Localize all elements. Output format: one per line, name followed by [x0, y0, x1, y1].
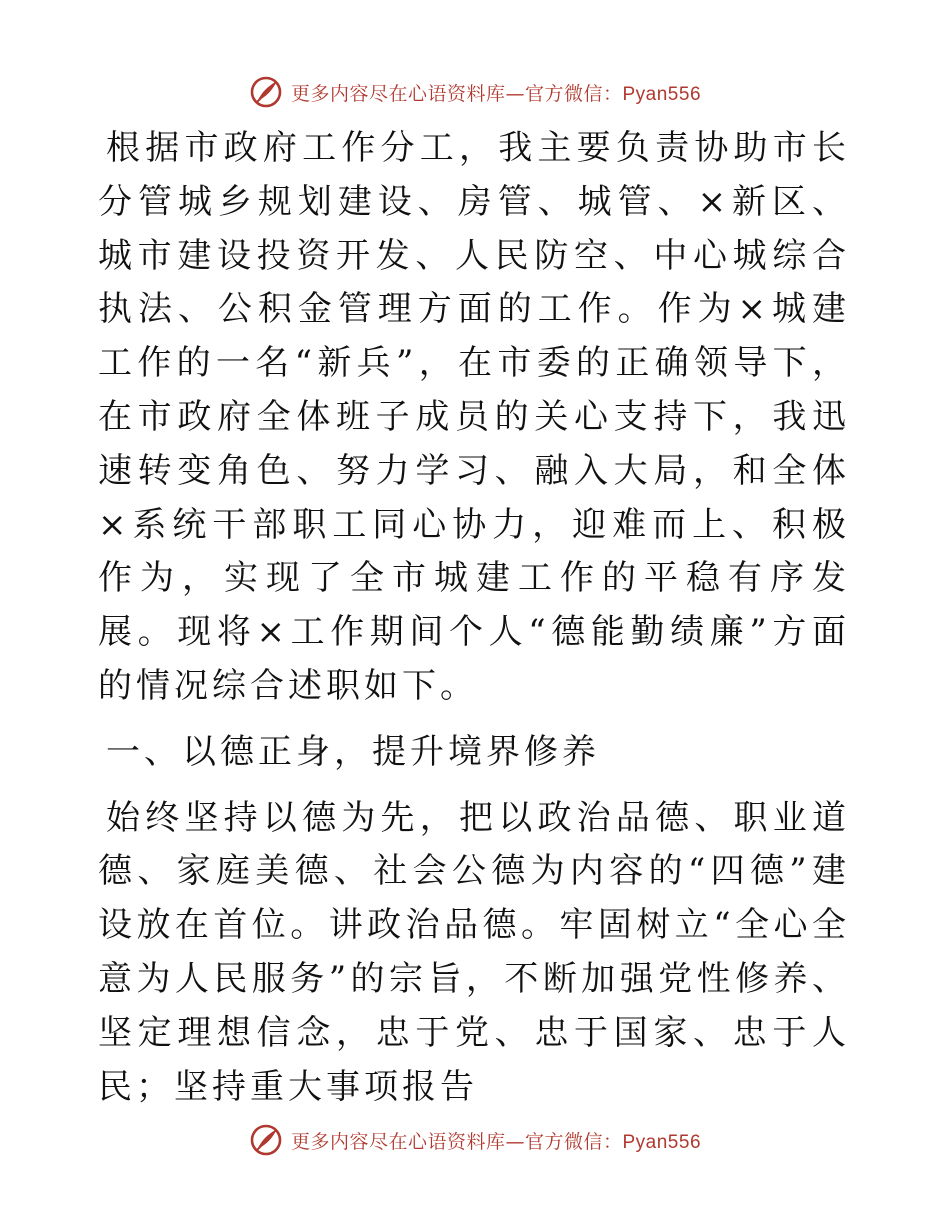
- header-wechat-handle: Pyan556: [622, 83, 702, 105]
- footer-wechat-handle: Pyan556: [622, 1131, 702, 1153]
- section-heading: 一、以德正身，提升境界修养: [106, 731, 600, 772]
- feather-pen-circle-icon: [249, 75, 283, 109]
- footer-banner-text: 更多内容尽在心语资料库—官方微信：Pyan556: [290, 1130, 702, 1153]
- footer-banner: [0, 1120, 950, 1160]
- feather-pen-circle-icon: [249, 1123, 283, 1157]
- document-body: [98, 122, 850, 1114]
- header-banner-text: 更多内容尽在心语资料库—官方微信：Pyan556: [290, 82, 702, 105]
- paragraph-section-1: 始终坚持以德为先，把以政治品德、职业道德、家庭美德、社会公德为内容的“四德”建设放在首位。讲政治品德。牢固树立“全心全意为人民服务”的宗旨，不断加强党性修养、坚定理想信念，忠于党、忠于国家、忠于人民；坚持重大事项报告: [98, 797, 850, 1107]
- header-banner: [0, 72, 950, 112]
- paragraph-intro: 根据市政府工作分工，我主要负责协助市长分管城乡规划建设、房管、城管、×新区、城市建设投资开发、人民防空、中心城综合执法、公积金管理方面的工作。作为×城建工作的一名“新兵”，在市委的正确领导下，在市政府全体班子成员的关心支持下，我迅速转变角色、努力学习、融入大局，和全体×系统干部职工同心协力，迎难而上、积极作为，实现了全市城建工作的平稳有序发展。现将×工作期间个人“德能勤绩廉”方面的情况综合述职如下。: [98, 128, 850, 706]
